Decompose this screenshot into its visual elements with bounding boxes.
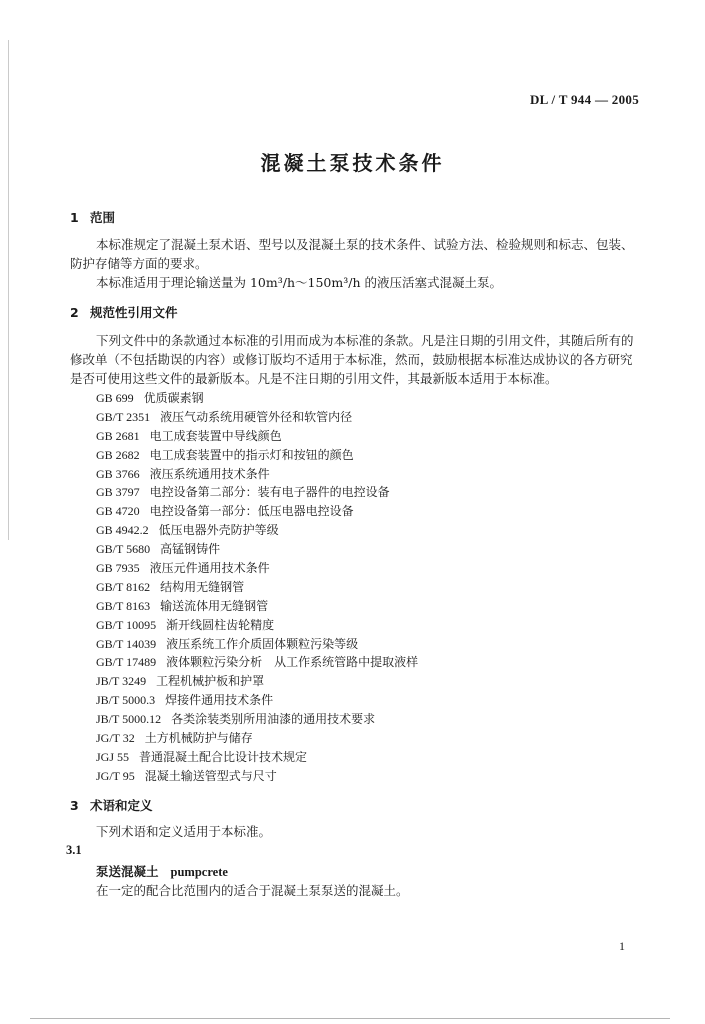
section-3-heading [70,796,153,814]
term-definition: 在一定的配合比范围内的适合于混凝土泵泵送的混凝土。 [96,883,409,898]
reference-title: 电工成套装置中导线颜色 [149,428,282,443]
document-title: 混凝土泵技术条件 [260,151,445,175]
term-number: 3.1 [66,843,82,857]
reference-item [96,521,418,540]
reference-title: 焊接件通用技术条件 [165,693,274,708]
term-entry [96,862,228,880]
reference-code: GB 7935 [96,561,140,576]
reference-item [96,427,418,446]
reference-code: GB/T 17489 [96,655,157,670]
reference-title: 工程机械护板和护罩 [156,674,265,689]
reference-item [96,408,418,427]
section-title: 规范性引用文件 [90,305,178,320]
reference-item [96,729,418,748]
reference-item [96,597,418,616]
reference-code: GB/T 5680 [96,542,151,557]
reference-item [96,767,418,786]
scan-edge-left [8,40,9,540]
section-number: 3 [70,798,79,813]
reference-item [96,691,418,710]
reference-code: GB 2681 [96,428,140,443]
reference-title: 结构用无缝钢管 [160,579,245,594]
reference-item [96,578,418,597]
reference-code: GB/T 8162 [96,579,151,594]
reference-code: GB 699 [96,391,134,405]
reference-code: JG/T 32 [96,731,135,746]
reference-code: GB 4720 [96,504,140,519]
reference-item [96,748,418,767]
reference-title: 高锰钢铸件 [160,542,221,557]
reference-code: GB/T 14039 [96,636,157,651]
reference-item [96,635,418,654]
reference-title: 混凝土输送管型式与尺寸 [144,768,277,783]
term-chinese: 泵送混凝土 [96,864,159,879]
section-1-paragraph-2: 本标准适用于理论输送量为 10m³/h～150m³/h 的液压活塞式混凝土泵。 [96,275,502,290]
reference-code: JB/T 5000.12 [96,712,162,727]
reference-item [96,465,418,484]
section-1-heading [70,208,115,226]
reference-code: GB/T 10095 [96,617,157,632]
reference-item [96,672,418,691]
reference-title: 液压系统通用技术条件 [149,466,270,481]
reference-title: 各类涂装类别所用油漆的通用技术要求 [171,712,376,727]
reference-item [96,502,418,521]
reference-code: JGJ 55 [96,749,130,764]
section-2-paragraph: 下列文件中的条款通过本标准的引用而成为本标准的条款。凡是注日期的引用文件，其随后所有的修改单（不包括勘误的内容）或修订版均不适用于本标准，然而，鼓励根据本标准达成协议的各方研究是否可使用这些文件的最新版本。凡是不注日期的引用文件，其最新版本适用于本标准。 [70,333,634,386]
reference-code: GB 2682 [96,447,140,462]
section-3-paragraph: 下列术语和定义适用于本标准。 [96,824,272,839]
term-english: pumpcrete [170,865,228,879]
reference-title: 液压系统工作介质固体颗粒污染等级 [166,636,359,651]
reference-title: 输送流体用无缝钢管 [160,598,269,613]
reference-code: GB 3797 [96,485,140,500]
reference-code: GB 3766 [96,466,140,481]
reference-item [96,483,418,502]
reference-item [96,389,418,408]
reference-item [96,540,418,559]
reference-code: JB/T 3249 [96,674,147,689]
reference-item [96,559,418,578]
reference-title: 电控设备第二部分：装有电子器件的电控设备 [149,485,390,500]
section-number: 2 [70,305,79,320]
section-title: 范围 [90,210,116,225]
reference-item [96,653,418,672]
standard-code: DL / T 944 — 2005 [529,92,639,107]
reference-title: 渐开线圆柱齿轮精度 [166,617,275,632]
normative-references-list [96,389,418,786]
reference-title: 普通混凝土配合比设计技术规定 [139,749,308,764]
reference-title: 液压元件通用技术条件 [149,561,270,576]
reference-code: GB 4942.2 [96,523,149,538]
scan-edge-bottom [30,1018,670,1019]
reference-title: 电工成套装置中的指示灯和按钮的颜色 [149,447,354,462]
section-title: 术语和定义 [90,798,153,813]
reference-title: 优质碳素钢 [143,391,204,405]
reference-title: 液体颗粒污染分析 从工作系统管路中提取液样 [166,655,419,670]
reference-item [96,446,418,465]
reference-code: JG/T 95 [96,768,135,783]
section-1-paragraph-1: 本标准规定了混凝土泵术语、型号以及混凝土泵的技术条件、试验方法、检验规则和标志、包装、防护存储等方面的要求。 [70,237,634,271]
reference-title: 土方机械防护与储存 [144,731,253,746]
reference-title: 电控设备第一部分：低压电器电控设备 [149,504,354,519]
section-2-heading [70,303,178,321]
page-number: 1 [619,939,625,953]
reference-code: GB/T 2351 [96,409,151,424]
reference-title: 液压气动系统用硬管外径和软管内径 [160,409,353,424]
reference-code: JB/T 5000.3 [96,693,156,708]
reference-item [96,710,418,729]
section-number: 1 [70,210,79,225]
reference-item [96,616,418,635]
reference-title: 低压电器外壳防护等级 [158,523,279,538]
reference-code: GB/T 8163 [96,598,151,613]
